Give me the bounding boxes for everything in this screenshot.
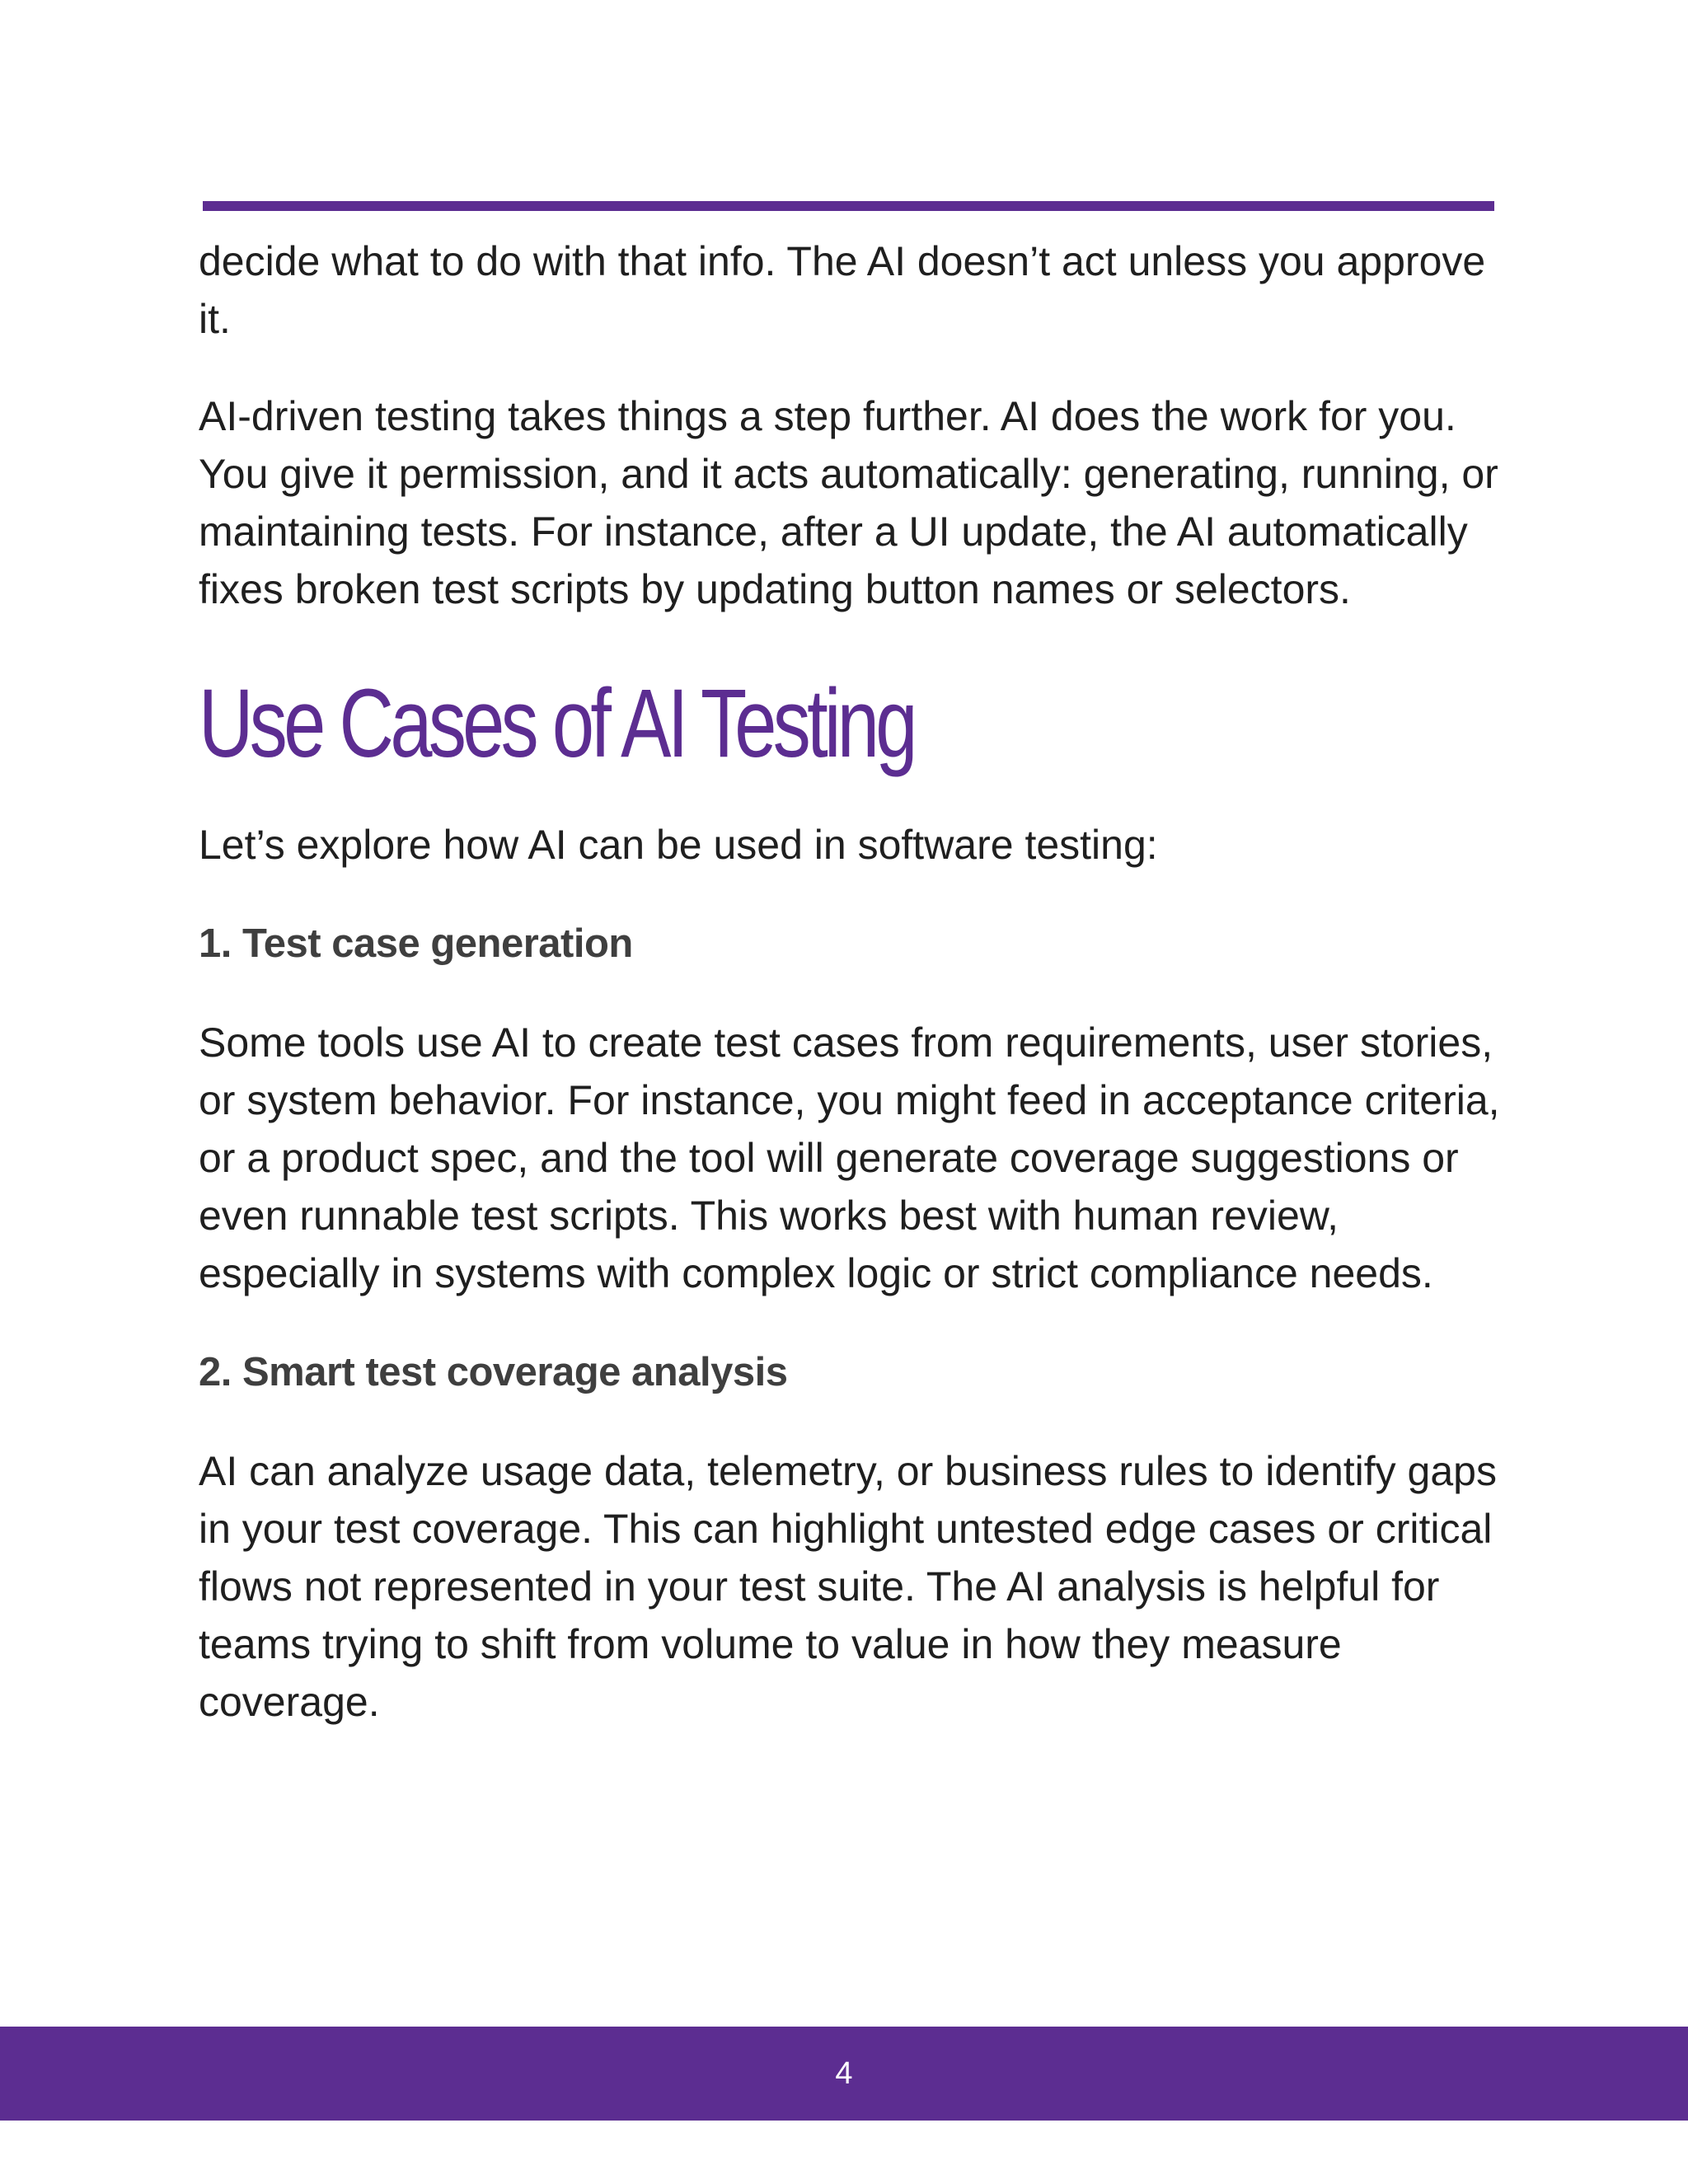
top-divider	[203, 201, 1494, 211]
item-body-coverage-analysis: AI can analyze usage data, telemetry, or business rules to identify gaps in your test coverage. This can highlight untested edge cases or critical flows not represented in your test suite. The AI analysis is helpful for teams trying to shift from volume to value in how they measure coverage.	[199, 1448, 1497, 1725]
continuation-paragraph: decide what to do with that info. The AI doesn’t act unless you approve it.	[199, 238, 1486, 342]
section-title: Use Cases of AI Testing	[199, 669, 914, 778]
page-number: 4	[835, 2055, 853, 2091]
item-heading-test-case-generation: 1. Test case generation	[199, 921, 633, 966]
footer-bar	[0, 2027, 1688, 2121]
ai-driven-paragraph: AI-driven testing takes things a step further. AI does the work for you. You give it permission, and it acts automatically: generating, running, or maintaining tests. For instance, after a UI update, the AI automatically fixes broken test scripts by updating button names or selectors.	[199, 393, 1498, 612]
section-intro: Let’s explore how AI can be used in software testing:	[199, 822, 1158, 868]
page-content	[199, 232, 1501, 1731]
item-heading-coverage-analysis: 2. Smart test coverage analysis	[199, 1350, 788, 1394]
item-body-test-case-generation: Some tools use AI to create test cases from requirements, user stories, or system behavior. For instance, you might feed in acceptance criteria, or a product spec, and the tool will generate coverage suggestions or even runnable test scripts. This works best with human review, especially in systems with complex logic or strict compliance needs.	[199, 1019, 1500, 1296]
